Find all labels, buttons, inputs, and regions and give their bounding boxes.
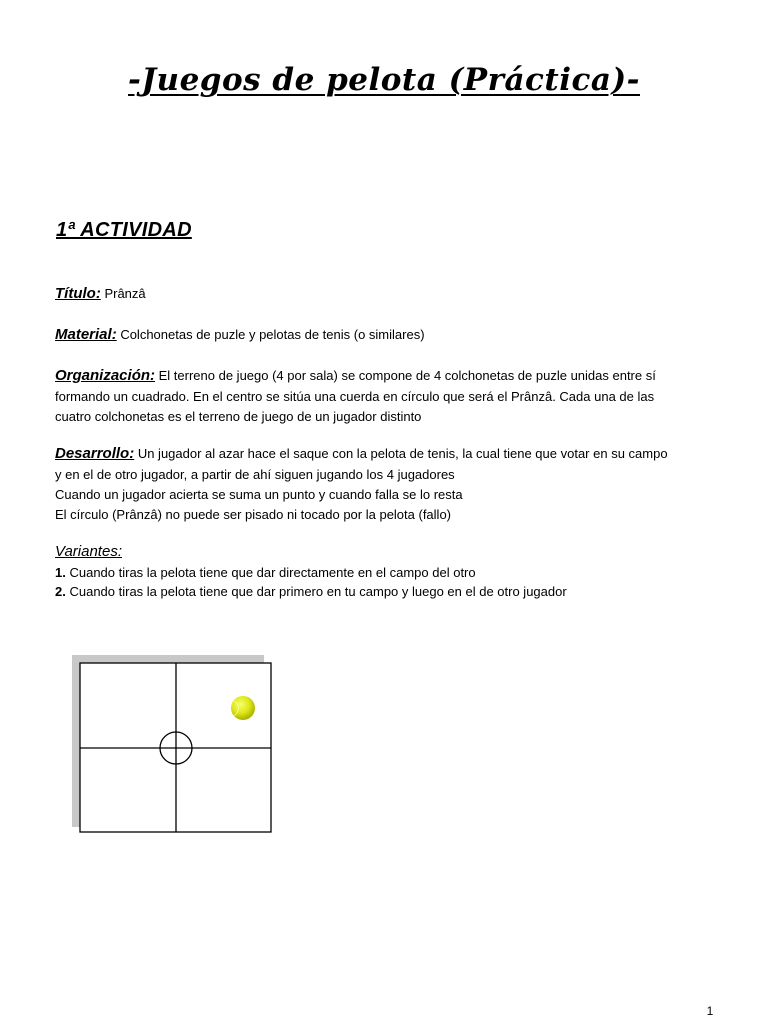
activity-heading: 1ª ACTIVIDAD (56, 219, 192, 241)
organizacion-label: Organización: (55, 367, 156, 384)
desarrollo-label: Desarrollo: (55, 445, 135, 462)
playing-field-diagram (72, 655, 274, 835)
titulo-label: Título: (55, 285, 101, 302)
variantes-label: Variantes: (55, 543, 122, 560)
organizacion-row (55, 366, 725, 386)
organizacion-line: cuatro colchonetas es el terreno de juego de un jugador distinto (55, 409, 422, 424)
variante-text: Cuando tiras la pelota tiene que dar primero en tu campo y luego en el de otro jugador (69, 584, 567, 599)
desarrollo-line: El círculo (Prânzâ) no puede ser pisado ni tocado por la pelota (fallo) (55, 507, 451, 522)
document-title: -Juegos de pelota (Práctica)- (128, 62, 640, 98)
titulo-row (55, 284, 725, 304)
variante-text: Cuando tiras la pelota tiene que dar directamente en el campo del otro (69, 565, 476, 580)
variante-number: 1. (55, 565, 66, 580)
material-row (55, 325, 725, 345)
material-label: Material: (55, 326, 117, 343)
material-value: Colchonetas de puzle y pelotas de tenis (o similares) (120, 327, 425, 342)
variante-item (55, 563, 725, 583)
desarrollo-line: Un jugador al azar hace el saque con la pelota de tenis, la cual tiene que votar en su campo (137, 446, 668, 461)
organizacion-line: El terreno de juego (4 por sala) se compone de 4 colchonetas de puzle unidas entre sí (158, 368, 656, 383)
variante-item (55, 582, 725, 602)
tennis-ball-icon (231, 696, 255, 720)
desarrollo-line: Cuando un jugador acierta se suma un punto y cuando falla se lo resta (55, 487, 463, 502)
organizacion-line: formando un cuadrado. En el centro se sitúa una cuerda en círculo que será el Prânzâ. Cada una de las (55, 389, 655, 404)
desarrollo-row (55, 444, 725, 464)
variante-number: 2. (55, 584, 66, 599)
desarrollo-line: y en el de otro jugador, a partir de ahí siguen jugando los 4 jugadores (55, 467, 455, 482)
variantes-heading (55, 542, 725, 562)
page-number: 1 (706, 1004, 714, 1018)
titulo-value: Prânzâ (104, 286, 146, 301)
